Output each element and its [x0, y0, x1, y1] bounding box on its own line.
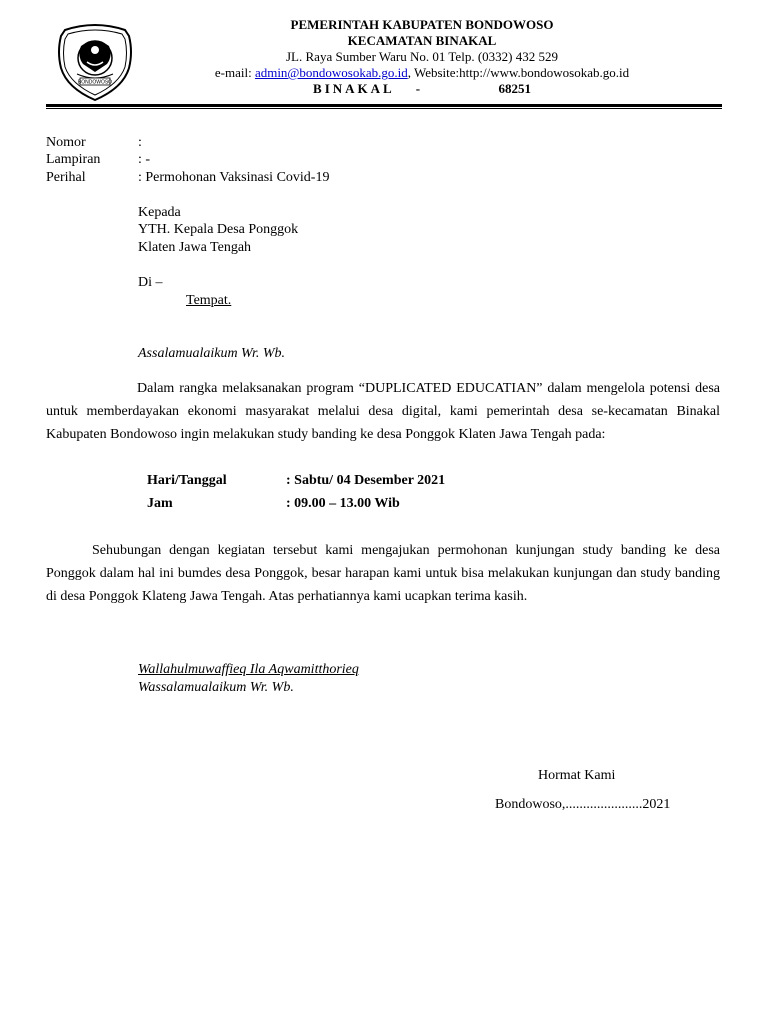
header-city-line	[140, 81, 704, 97]
header-postcode: 68251	[498, 81, 531, 96]
body-paragraph-1: Dalam rangka melaksanakan program “DUPLICATED EDUCATIAN” dalam mengelola potensi desa untuk memberdayakan ekonomi masyarakat melalui desa digital, kami pemerintah desa se-kecamatan Binakal Kabupaten Bondowoso ingin melakukan study banding ke desa Ponggok Klaten Jawa Tengah pada:	[46, 381, 720, 442]
header-district: KECAMATAN BINAKAL	[347, 33, 497, 48]
schedule-date-label: Hari/Tanggal	[147, 473, 227, 488]
closing-prayer: Wallahulmuwaffieq Ila Aqwamitthorieq	[138, 662, 359, 677]
schedule-time-value: : 09.00 – 13.00 Wib	[286, 496, 400, 511]
lampiran-value: : -	[138, 152, 151, 167]
signature-regards: Hormat Kami	[538, 768, 616, 783]
schedule-date-value: : Sabtu/ 04 Desember 2021	[286, 473, 446, 488]
schedule-time-label: Jam	[147, 496, 173, 511]
nomor-value: :	[138, 135, 142, 150]
website-text: , Website:http://www.bondowosokab.go.id	[407, 65, 630, 80]
email-label: e-mail:	[214, 65, 255, 80]
email-link[interactable]: admin@bondowosokab.go.id	[254, 65, 408, 80]
recipient-kepada: Kepada	[138, 205, 181, 220]
recipient-yth: YTH. Kepala Desa Ponggok	[138, 222, 299, 237]
nomor-label: Nomor	[46, 135, 86, 150]
perihal-label: Perihal	[46, 170, 86, 185]
lampiran-label: Lampiran	[46, 152, 101, 167]
header-government: PEMERINTAH KABUPATEN BONDOWOSO	[290, 17, 554, 32]
logo-label: BONDOWOSO	[77, 79, 113, 86]
header-city: BINAKAL	[313, 81, 395, 96]
header-rule-thick	[46, 104, 722, 107]
header-address: JL. Raya Sumber Waru No. 01 Telp. (0332) 432 529	[286, 49, 558, 64]
recipient-di: Di –	[138, 275, 163, 290]
bondowoso-emblem-logo	[53, 22, 137, 104]
body-paragraph-2: Sehubungan dengan kegiatan tersebut kami mengajukan permohonan kunjungan study banding ke desa Ponggok dalam hal ini bumdes desa Ponggok, besar harapan kami untuk bisa melakukan kunjungan dan study banding di desa Ponggok Klateng Jawa Tengah. Atas perhatiannya kami ucapkan terima kasih.	[46, 543, 720, 604]
header-contact	[140, 65, 704, 81]
signature-date: Bondowoso,......................2021	[495, 797, 671, 812]
perihal-value: : Permohonan Vaksinasi Covid-19	[138, 170, 330, 185]
recipient-place: Klaten Jawa Tengah	[138, 240, 252, 255]
recipient-tempat: Tempat.	[186, 293, 232, 308]
header-rule-thin	[46, 108, 722, 109]
greeting: Assalamualaikum Wr. Wb.	[138, 346, 285, 361]
closing-salam: Wassalamualaikum Wr. Wb.	[138, 680, 294, 695]
header-dash: -	[415, 81, 421, 96]
